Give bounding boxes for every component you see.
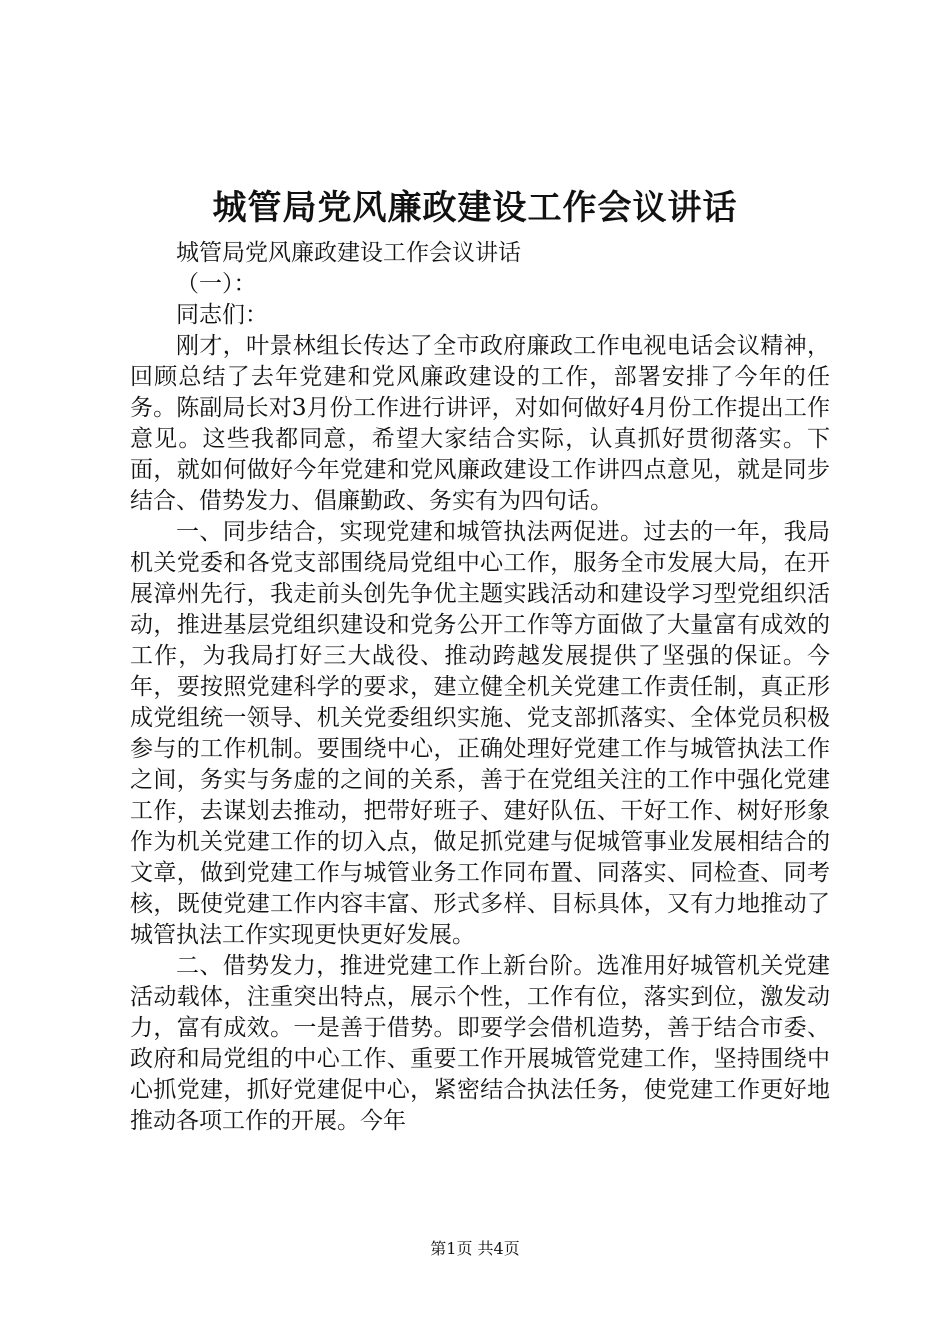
document-body bbox=[130, 238, 830, 1137]
page-footer: 第1页 共4页 bbox=[430, 1239, 520, 1258]
subtitle-paragraph: 城管局党风廉政建设工作会议讲话 bbox=[176, 240, 521, 266]
section-marker-paragraph: （一）： bbox=[176, 271, 257, 297]
body-paragraph: 一、同步结合，实现党建和城管执法两促进。过去的一年，我局机关党委和各党支部围绕局党组中心工作，服务全市发展大局，在开展漳州先行，我走前头创先争优主题实践活动和建设学习型党组织活动，推进基层党组织建设和党务公开工作等方面做了大量富有成效的工作，为我局打好三大战役、推动跨越发展提供了坚强的保证。今年，要按照党建科学的要求，建立健全机关党建工作责任制，真正形成党组统一领导、机关党委组织实施、党支部抓落实、全体党员积极参与的工作机制。要围绕中心，正确处理好党建工作与城管执法工作之间，务实与务虚的之间的关系，善于在党组关注的工作中强化党建工作，去谋划去推动，把带好班子、建好队伍、干好工作、树好形象作为机关党建工作的切入点，做足抓党建与促城管事业发展相结合的文章，做到党建工作与城管业务工作同布置、同落实、同检查、同考核，既使党建工作内容丰富、形式多样、目标具体，又有力地推动了城管执法工作实现更快更好发展。 bbox=[130, 519, 830, 948]
body-paragraph: 刚才，叶景林组长传达了全市政府廉政工作电视电话会议精神，回顾总结了去年党建和党风廉政建设的工作，部署安排了今年的任务。陈副局长对3月份工作进行讲评，对如何做好4月份工作提出工作意见。这些我都同意，希望大家结合实际，认真抓好贯彻落实。下面，就如何做好今年党建和党风廉政建设工作讲四点意见，就是同步结合、借势发力、倡廉勤政、务实有为四句话。 bbox=[130, 333, 830, 514]
document-title: 城管局党风廉政建设工作会议讲话 bbox=[212, 188, 738, 228]
salutation-paragraph: 同志们： bbox=[176, 302, 268, 328]
body-paragraph: 二、借势发力，推进党建工作上新台阶。选准用好城管机关党建活动载体，注重突出特点，展示个性，工作有位，落实到位，激发动力，富有成效。一是善于借势。即要学会借机造势，善于结合市委、政府和局党组的中心工作、重要工作开展城管党建工作，坚持围绕中心抓党建，抓好党建促中心，紧密结合执法任务，使党建工作更好地推动各项工作的开展。今年 bbox=[130, 953, 830, 1134]
